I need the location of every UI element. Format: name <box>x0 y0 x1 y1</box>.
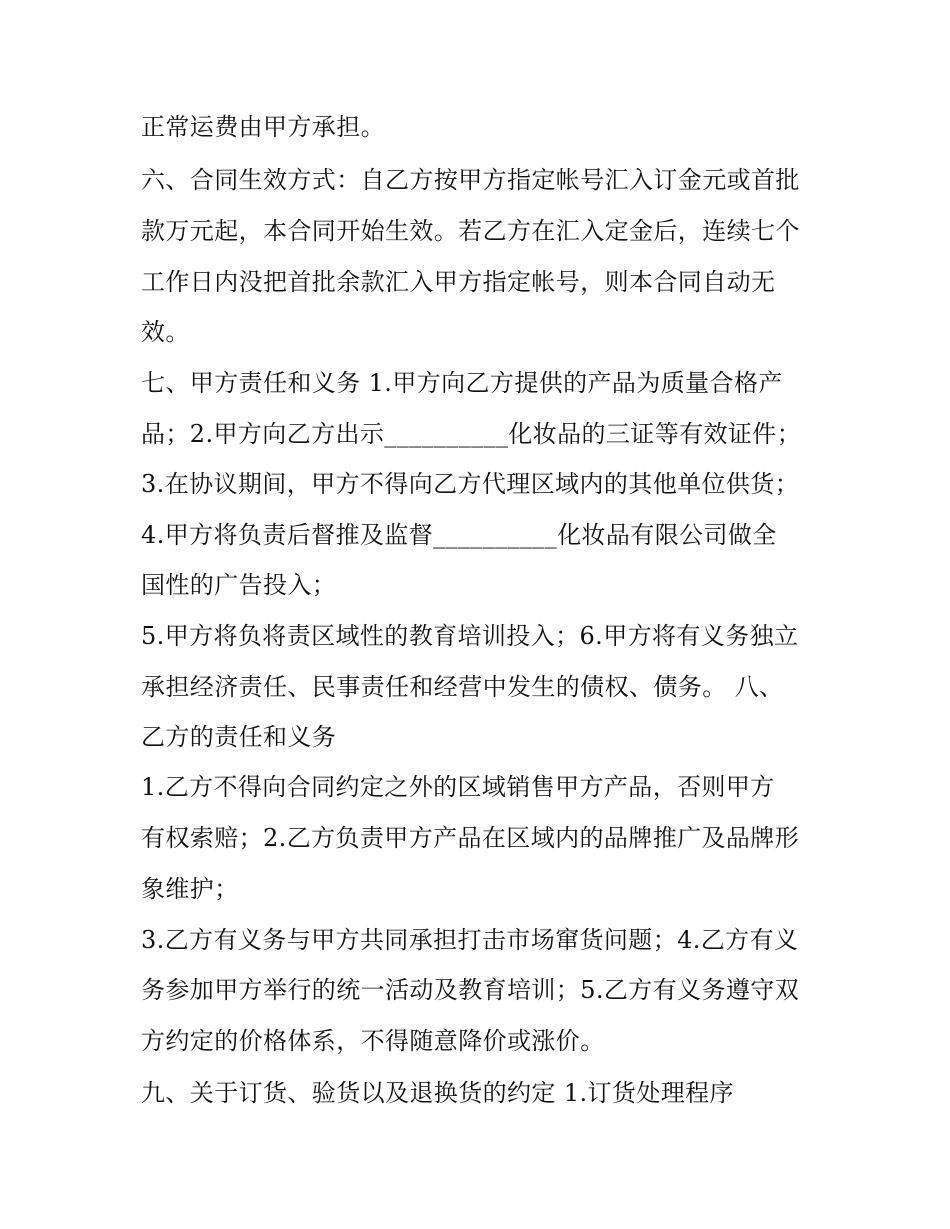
text-line: 工作日内没把首批余款汇入甲方指定帐号，则本合同自动无 <box>141 268 776 296</box>
text-line: 乙方的责任和义务 <box>141 723 337 751</box>
text-line: 承担经济责任、民事责任和经营中发生的债权、债务。 八、 <box>141 673 784 701</box>
text-line: 品；2.甲方向乙方出示__________化妆品的三证等有效证件； <box>141 420 802 448</box>
text-line: 3.乙方有义务与甲方共同承担打击市场窜货问题；4.乙方有义 <box>141 926 799 954</box>
text-line: 方约定的价格体系，不得随意降价或涨价。 <box>141 1027 605 1055</box>
text-line: 正常运费由甲方承担。 <box>141 113 385 141</box>
text-line: 3.在协议期间，甲方不得向乙方代理区域内的其他单位供货； <box>141 470 800 498</box>
text-line: 国性的广告投入； <box>141 571 337 599</box>
text-line: 4.甲方将负责后督推及监督__________化妆品有限公司做全 <box>141 521 777 549</box>
text-line: 1.乙方不得向合同约定之外的区域销售甲方产品，否则甲方 <box>141 773 775 801</box>
text-line: 七、甲方责任和义务 1.甲方向乙方提供的产品为质量合格产 <box>141 369 783 397</box>
text-line: 有权索赔；2.乙方负责甲方产品在区域内的品牌推广及品牌形 <box>141 824 800 852</box>
text-line: 5.甲方将负将责区域性的教育培训投入；6.甲方将有义务独立 <box>141 622 799 650</box>
text-line: 九、关于订货、验货以及退换货的约定 1.订货处理程序 <box>141 1079 734 1107</box>
text-line: 象维护； <box>141 875 239 903</box>
text-line: 款万元起，本合同开始生效。若乙方在汇入定金后，连续七个 <box>141 217 800 245</box>
text-line: 效。 <box>141 318 190 346</box>
text-line: 务参加甲方举行的统一活动及教育培训；5.乙方有义务遵守双 <box>141 976 800 1004</box>
text-line: 六、合同生效方式：自乙方按甲方指定帐号汇入订金元或首批 <box>141 166 800 194</box>
